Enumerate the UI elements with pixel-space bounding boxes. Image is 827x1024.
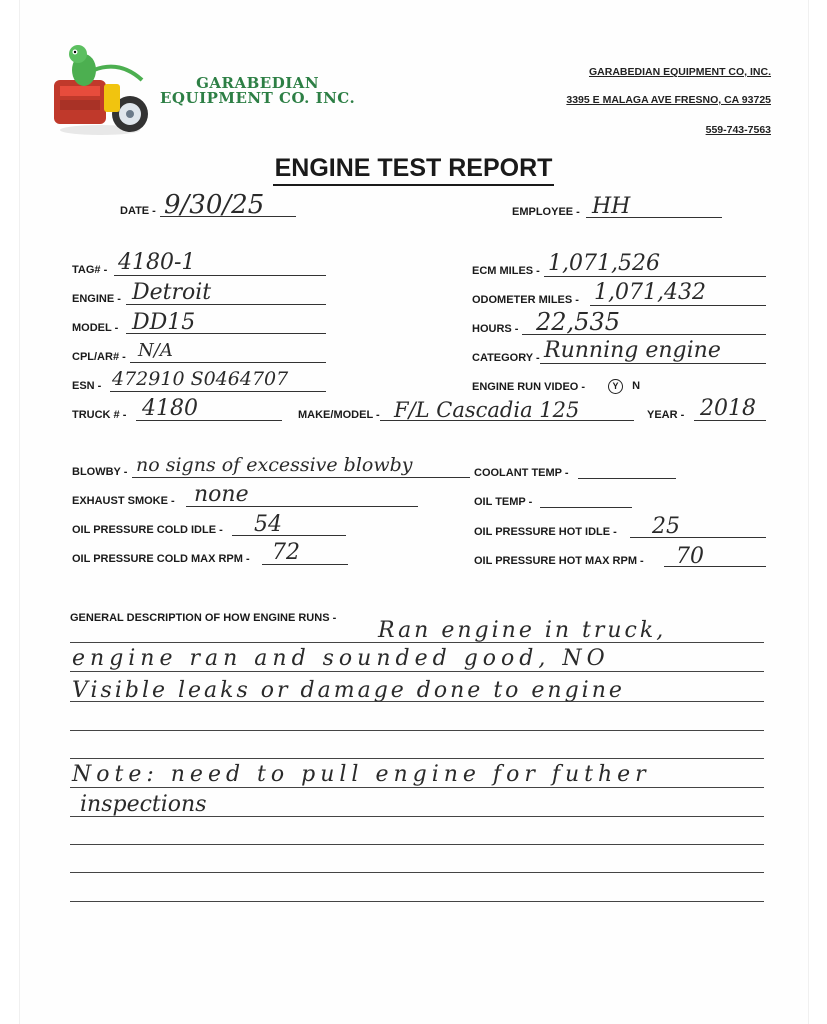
ecm-miles-field-line[interactable] — [544, 276, 766, 277]
report-title-wrap — [0, 154, 827, 183]
run-video-options — [604, 379, 640, 394]
odometer-label: ODOMETER MILES - — [472, 294, 579, 306]
company-name-line2: EQUIPMENT CO. INC. — [160, 89, 356, 107]
general-description-label: GENERAL DESCRIPTION OF HOW ENGINE RUNS - — [70, 612, 337, 624]
category-label: CATEGORY - — [472, 352, 540, 364]
odometer-field-line[interactable] — [590, 305, 766, 306]
description-line[interactable] — [70, 844, 764, 845]
description-line[interactable] — [70, 872, 764, 873]
oil-hot-idle-label: OIL PRESSURE HOT IDLE - — [474, 526, 617, 538]
oil-hot-max-value: 70 — [676, 544, 704, 569]
truck-label: TRUCK # - — [72, 409, 127, 421]
description-line[interactable] — [70, 758, 764, 759]
oil-hot-idle-field-line[interactable] — [630, 537, 766, 538]
category-field-line[interactable] — [540, 363, 766, 364]
oil-cold-max-label: OIL PRESSURE COLD MAX RPM - — [72, 553, 250, 565]
description-line[interactable] — [70, 787, 764, 788]
engine-value: Detroit — [132, 280, 212, 305]
exhaust-smoke-label: EXHAUST SMOKE - — [72, 495, 175, 507]
description-line[interactable] — [70, 730, 764, 731]
coolant-temp-field-line[interactable] — [578, 478, 676, 479]
oil-temp-field-line[interactable] — [540, 507, 632, 508]
exhaust-smoke-value: none — [194, 482, 249, 507]
description-line[interactable] — [70, 671, 764, 672]
oil-cold-idle-label: OIL PRESSURE COLD IDLE - — [72, 524, 223, 536]
description-line[interactable] — [70, 901, 764, 902]
hours-label: HOURS - — [472, 323, 519, 335]
tag-field-line[interactable] — [114, 275, 326, 276]
header-company-name: GARABEDIAN EQUIPMENT CO, INC. — [588, 66, 771, 78]
esn-field-line[interactable] — [110, 391, 326, 392]
tag-value: 4180-1 — [118, 250, 196, 275]
hours-value: 22,535 — [536, 308, 620, 336]
cpl-value: N/A — [138, 340, 173, 361]
oil-hot-idle-value: 25 — [652, 514, 680, 539]
esn-label: ESN - — [72, 380, 102, 392]
model-label: MODEL - — [72, 322, 119, 334]
oil-cold-max-value: 72 — [272, 540, 300, 565]
header-phone: 559-743-7563 — [705, 124, 771, 136]
company-logo — [50, 40, 150, 138]
blowby-label: BLOWBY - — [72, 466, 128, 478]
tag-label: TAG# - — [72, 264, 108, 276]
description-text-line: Visible leaks or damage done to engine — [72, 678, 625, 703]
description-text-line: engine ran and sounded good, NO — [72, 646, 610, 671]
employee-label: EMPLOYEE - — [512, 206, 580, 218]
engine-label: ENGINE - — [72, 293, 121, 305]
cpl-label: CPL/AR# - — [72, 351, 126, 363]
oil-temp-label: OIL TEMP - — [474, 496, 533, 508]
year-value: 2018 — [700, 396, 756, 421]
model-value: DD15 — [132, 310, 196, 335]
esn-value: 472910 S0464707 — [112, 368, 289, 390]
year-label: YEAR - — [647, 409, 685, 421]
run-video-no-option[interactable]: N — [632, 380, 641, 392]
cpl-field-line[interactable] — [130, 362, 326, 363]
report-title: ENGINE TEST REPORT — [273, 154, 555, 186]
coolant-temp-label: COOLANT TEMP - — [474, 467, 569, 479]
date-label: DATE - — [120, 205, 156, 217]
ecm-miles-value: 1,071,526 — [548, 251, 660, 276]
category-value: Running engine — [544, 338, 721, 363]
oil-cold-idle-value: 54 — [254, 512, 282, 537]
make-model-value: F/L Cascadia 125 — [394, 398, 580, 422]
company-logo-text — [160, 76, 355, 106]
make-model-label: MAKE/MODEL - — [298, 409, 380, 421]
oil-hot-max-label: OIL PRESSURE HOT MAX RPM - — [474, 555, 644, 567]
oil-cold-idle-field-line[interactable] — [232, 535, 346, 536]
ecm-miles-label: ECM MILES - — [472, 265, 540, 277]
run-video-yes-option[interactable]: Y — [608, 379, 623, 394]
blowby-value: no signs of excessive blowby — [136, 454, 413, 476]
description-text-line: Note: need to pull engine for futher — [72, 762, 651, 787]
date-value: 9/30/25 — [164, 190, 265, 220]
run-video-label: ENGINE RUN VIDEO - — [472, 381, 586, 393]
company-name-line1: GARABEDIAN — [196, 74, 320, 92]
odometer-value: 1,071,432 — [594, 280, 706, 305]
description-text-line: inspections — [80, 792, 207, 817]
truck-value: 4180 — [142, 396, 198, 421]
blowby-field-line[interactable] — [132, 477, 470, 478]
description-text-line: Ran engine in truck, — [378, 618, 667, 643]
header-address: 3395 E MALAGA AVE FRESNO, CA 93725 — [566, 94, 771, 106]
employee-value: HH — [592, 194, 631, 219]
